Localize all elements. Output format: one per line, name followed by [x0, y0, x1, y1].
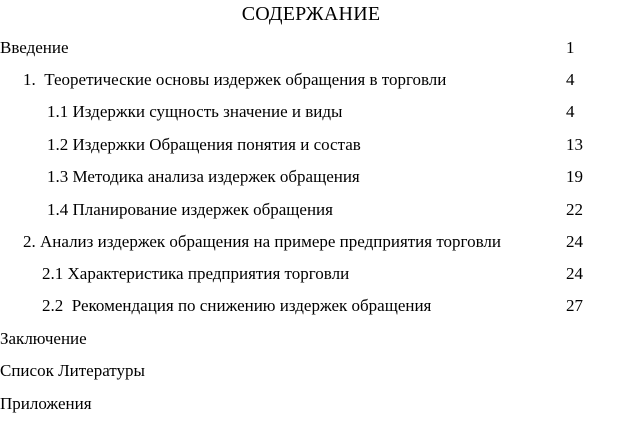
toc-entry-label: Приложения — [0, 394, 92, 413]
toc-entry-label: 1.2 Издержки Обращения понятия и состав — [47, 135, 361, 154]
page-title: СОДЕРЖАНИЕ — [241, 3, 381, 25]
toc-entry-section-1-3 — [0, 166, 625, 188]
toc-entry-label: 2.1 Характеристика предприятия торговли — [42, 264, 350, 283]
toc-entry-label: 1.4 Планирование издержек обращения — [47, 200, 333, 219]
toc-entry-section-1-1 — [0, 101, 625, 123]
toc-entry-page-number: 24 — [566, 264, 583, 283]
toc-entry-page-number: 13 — [566, 135, 583, 154]
toc-entry-page-number: 27 — [566, 296, 583, 315]
toc-entry-page-number: 19 — [566, 167, 583, 186]
toc-entry-label: 1.1 Издержки сущность значение и виды — [47, 102, 343, 121]
toc-entry-page-number: 1 — [566, 38, 575, 57]
toc-entry-page-number: 22 — [566, 200, 583, 219]
toc-entry-page-number: 4 — [566, 102, 575, 121]
toc-entry-label: 2.2 Рекомендация по снижению издержек обращения — [42, 296, 432, 315]
toc-entry-chapter-1 — [0, 69, 625, 91]
toc-entry-page-number: 4 — [566, 70, 575, 89]
toc-entry-conclusion — [0, 328, 625, 350]
toc-entry-label: Введение — [0, 38, 69, 57]
toc-entry-references — [0, 360, 625, 382]
toc-entry-label: 2. Анализ издержек обращения на примере предприятия торговли — [23, 232, 501, 251]
toc-entry-appendices — [0, 393, 625, 415]
toc-entry-section-1-2 — [0, 134, 625, 156]
toc-entry-section-2-2 — [0, 295, 625, 317]
toc-entry-introduction — [0, 37, 625, 59]
toc-entry-page-number: 24 — [566, 232, 583, 251]
toc-entry-chapter-2 — [0, 231, 625, 253]
toc-entry-section-2-1 — [0, 263, 625, 285]
toc-entry-label: 1.3 Методика анализа издержек обращения — [47, 167, 360, 186]
toc-entry-label: 1. Теоретические основы издержек обращения в торговли — [23, 70, 447, 89]
toc-entry-section-1-4 — [0, 199, 625, 221]
toc-entry-label: Заключение — [0, 329, 87, 348]
toc-entry-label: Список Литературы — [0, 361, 145, 380]
